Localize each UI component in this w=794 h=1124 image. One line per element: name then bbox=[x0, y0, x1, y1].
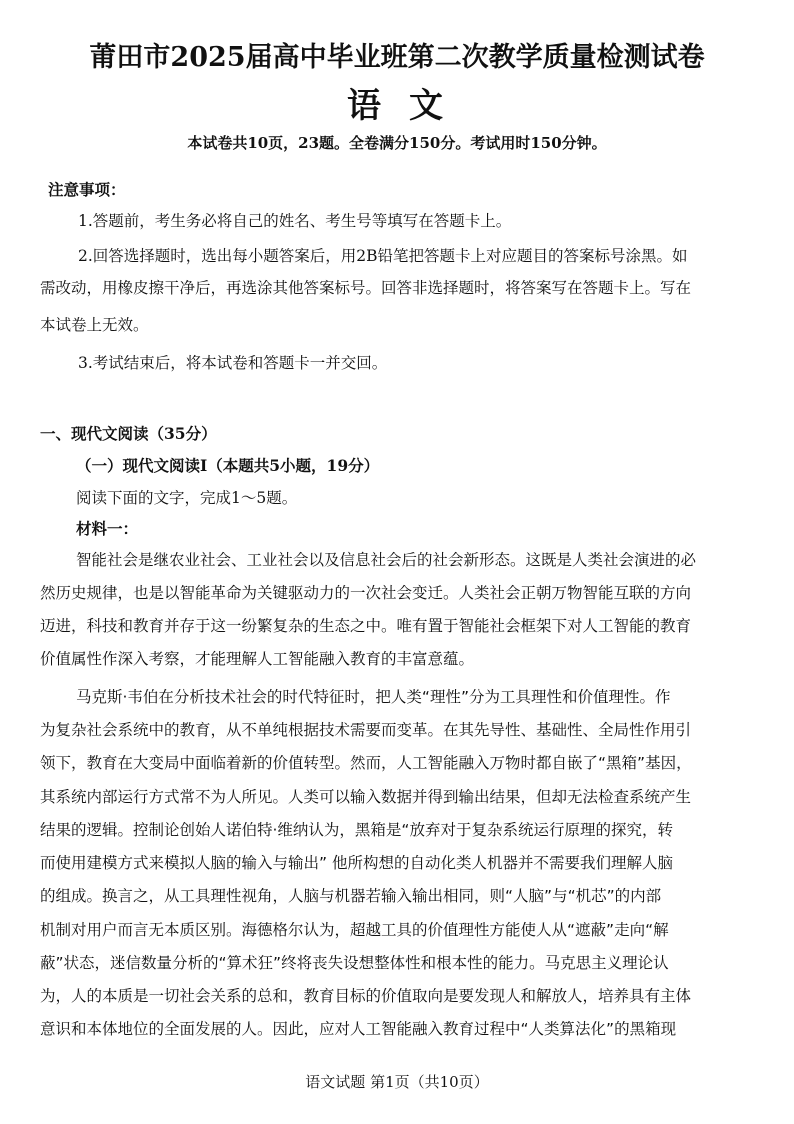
body-line: 结果的逻辑。控制论创始人诺伯特·维纳认为，黑箱是“放弃对于复杂系统运行原理的探究，转 bbox=[40, 821, 673, 839]
body-line: 为复杂社会系统中的教育，从不单纯根据技术需要而变革。在其先导性、基础性、全局性作用引 bbox=[40, 721, 692, 739]
body-line: 蔽”状态，迷信数量分析的“算术狂”终将丧失设想整体性和根本性的能力。马克思主义理论认 bbox=[40, 954, 669, 972]
section-subheading: （一）现代文阅读Ⅰ（本题共5小题，19分） bbox=[76, 456, 380, 475]
reading-instruction: 阅读下面的文字，完成1～5题。 bbox=[76, 489, 298, 507]
material-label: 材料一： bbox=[76, 519, 139, 538]
body-line: 马克斯·韦伯在分析技术社会的时代特征时，把人类“理性”分为工具理性和价值理性。作 bbox=[76, 688, 671, 706]
page-footer: 语文试题 第1页（共10页） bbox=[305, 1073, 489, 1091]
body-line: 领下，教育在大变局中面临着新的价值转型。然而，人工智能融入万物时都自嵌了“黑箱”基因， bbox=[40, 754, 692, 772]
notice-title: 注意事项： bbox=[48, 180, 126, 199]
subject-title: 语文 bbox=[347, 86, 471, 126]
notice-line: 2.回答选择题时，选出每小题答案后，用2B铅笔把答题卡上对应题目的答案标号涂黑。如 bbox=[78, 247, 688, 265]
body-line: 然历史规律，也是以智能革命为关键驱动力的一次社会变迁。人类社会正朝万物智能互联的方向 bbox=[40, 584, 692, 602]
body-line: 为，人的本质是一切社会关系的总和，教育目标的价值取向是要发现人和解放人，培养具有主体 bbox=[40, 987, 692, 1005]
notice-line: 1.答题前，考生务必将自己的姓名、考生号等填写在答题卡上。 bbox=[78, 212, 512, 230]
notice-line: 本试卷上无效。 bbox=[40, 316, 149, 334]
notice-line: 需改动，用橡皮擦干净后，再选涂其他答案标号。回答非选择题时，将答案写在答题卡上。写在 bbox=[40, 279, 692, 297]
body-line: 而使用建模方式来模拟人脑的输入与输出” 他所构想的自动化类人机器并不需要我们理解人脑 bbox=[40, 854, 673, 872]
body-line: 的组成。换言之，从工具理性视角，人脑与机器若输入输出相同，则“人脑”与“机芯”的内部 bbox=[40, 887, 662, 905]
body-line: 意识和本体地位的全面发展的人。因此，应对人工智能融入教育过程中“人类算法化”的黑箱现 bbox=[40, 1020, 677, 1038]
notice-line: 3.考试结束后，将本试卷和答题卡一并交回。 bbox=[78, 354, 388, 372]
body-line: 智能社会是继农业社会、工业社会以及信息社会后的社会新形态。这既是人类社会演进的必 bbox=[76, 551, 697, 569]
body-line: 价值属性作深入考察，才能理解人工智能融入教育的丰富意蕴。 bbox=[40, 650, 475, 668]
section-heading: 一、现代文阅读（35分） bbox=[40, 424, 217, 443]
body-line: 迈进，科技和教育并存于这一纷繁复杂的生态之中。唯有置于智能社会框架下对人工智能的教育 bbox=[40, 617, 692, 635]
body-line: 机制对用户而言无本质区别。海德格尔认为，超越工具的价值理性方能使人从“遮蔽”走向“解 bbox=[40, 921, 669, 939]
exam-info: 本试卷共10页，23题。全卷满分150分。考试用时150分钟。 bbox=[187, 134, 607, 152]
body-line: 其系统内部运行方式常不为人所见。人类可以输入数据并得到输出结果，但却无法检查系统产生 bbox=[40, 788, 692, 806]
exam-title: 莆田市2025届高中毕业班第二次教学质量检测试卷 bbox=[89, 42, 705, 73]
